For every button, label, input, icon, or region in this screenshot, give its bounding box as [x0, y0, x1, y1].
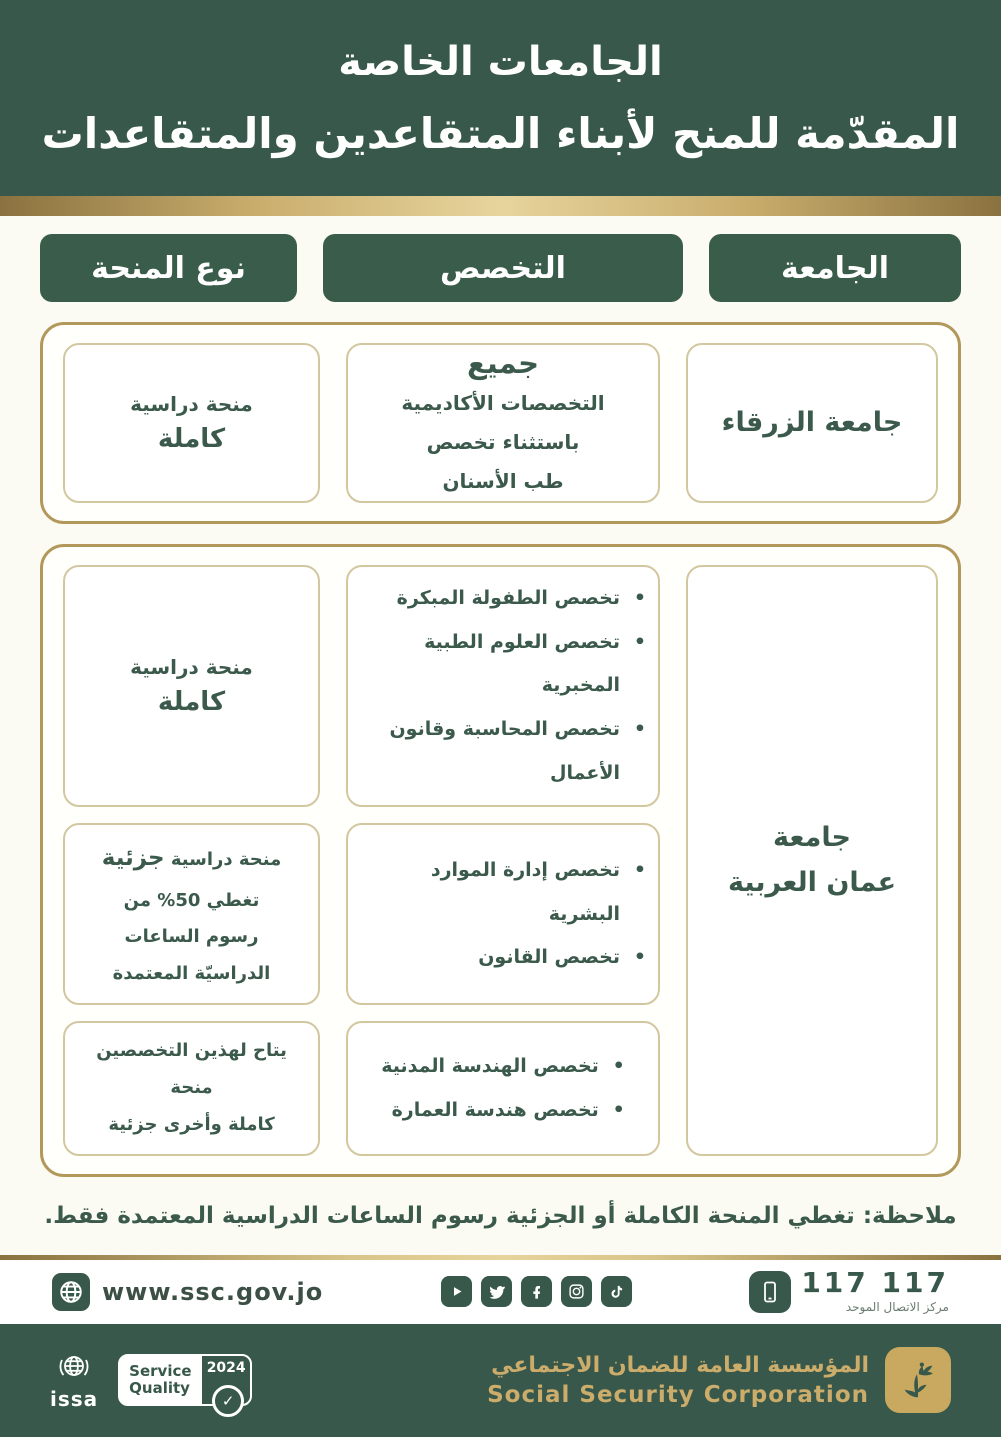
major-item: • تخصص إدارة الموارد البشرية	[360, 849, 646, 936]
major-item: • تخصص القانون	[360, 936, 646, 980]
issa-label: issa	[50, 1387, 99, 1412]
youtube-icon[interactable]	[441, 1276, 472, 1307]
amman-university-cell	[686, 565, 938, 1156]
check-icon: ✓	[212, 1385, 244, 1417]
gold-divider-top	[0, 196, 1001, 216]
zarqa-university-name: جامعة الزرقاء	[721, 407, 903, 439]
twitter-icon[interactable]	[481, 1276, 512, 1307]
org-name-arabic: المؤسسة العامة للضمان الاجتماعي	[491, 1352, 869, 1378]
amman-major-cell-2	[346, 823, 660, 1005]
column-header-grant-type: نوع المنحة	[40, 234, 297, 302]
website-url: www.ssc.gov.jo	[102, 1277, 324, 1306]
zarqa-major-line: طب الأسنان	[442, 468, 564, 493]
ssc-logo	[885, 1347, 951, 1413]
table-header-row	[40, 234, 961, 302]
section-amman	[40, 544, 961, 1177]
amman-grant2-line: تغطي 50% من	[123, 889, 260, 911]
zarqa-grant-cell	[63, 343, 320, 503]
zarqa-grant-line2: كاملة	[157, 424, 226, 454]
zarqa-grant-line1: منحة دراسية	[130, 392, 253, 416]
website-link[interactable]	[52, 1273, 323, 1311]
brand-footer	[0, 1324, 1001, 1437]
amman-grant-cell-3	[63, 1021, 320, 1156]
amman-major-cell-1	[346, 565, 660, 807]
service-quality-year: 2024	[206, 1360, 246, 1377]
amman-grant2-headline: منحة دراسية جزئية	[101, 845, 282, 872]
social-icons	[441, 1276, 632, 1307]
amman-grant2-line: الدراسيّة المعتمدة	[112, 963, 271, 985]
major-item: • تخصص المحاسبة وقانون الأعمال	[360, 708, 646, 795]
call-center[interactable]	[749, 1266, 949, 1315]
tiktok-icon[interactable]	[601, 1276, 632, 1307]
contact-strip	[0, 1260, 1001, 1324]
zarqa-major-line: باستثناء تخصص	[426, 429, 580, 454]
phone-icon	[749, 1271, 791, 1313]
amman-grant3-line: يتاح لهذين التخصصين	[96, 1040, 287, 1062]
amman-grant1-line2: كاملة	[157, 687, 226, 718]
zarqa-university-cell	[686, 343, 938, 503]
phone-number: 117 117	[801, 1266, 949, 1300]
amman-grant3-line: كاملة وأخرى جزئية	[108, 1114, 275, 1136]
globe-icon	[52, 1273, 90, 1311]
amman-university-name-line1: جامعة	[773, 821, 851, 853]
column-header-major: التخصص	[323, 234, 683, 302]
phone-caption: مركز الاتصال الموحد	[845, 1300, 949, 1315]
amman-university-name-line2: عمان العربية	[727, 867, 897, 899]
footnote: ملاحظة: تغطي المنحة الكاملة أو الجزئية رسوم الساعات الدراسية المعتمدة فقط.	[44, 1202, 957, 1229]
amman-grant2-line: رسوم الساعات	[124, 926, 259, 948]
major-item: • تخصص العلوم الطبية المخبرية	[360, 621, 646, 708]
instagram-icon[interactable]	[561, 1276, 592, 1307]
title-line1: الجامعات الخاصة	[338, 38, 663, 85]
major-item: • تخصص الهندسة المدنية	[381, 1045, 625, 1089]
amman-grant3-line: منحة	[170, 1077, 213, 1099]
major-item: • تخصص الطفولة المبكرة	[360, 577, 646, 621]
zarqa-major-cell	[346, 343, 660, 503]
amman-major-cell-3	[346, 1021, 660, 1156]
column-header-university: الجامعة	[709, 234, 961, 302]
amman-grant-cell-2	[63, 823, 320, 1005]
major-item: • تخصص هندسة العمارة	[381, 1089, 625, 1133]
org-name-english: Social Security Corporation	[487, 1381, 869, 1408]
issa-logo	[50, 1351, 99, 1412]
amman-grant1-line1: منحة دراسية	[130, 655, 253, 680]
facebook-icon[interactable]	[521, 1276, 552, 1307]
service-quality-badge	[118, 1354, 252, 1411]
zarqa-major-heading: جميع	[467, 345, 539, 380]
amman-grant-cell-1	[63, 565, 320, 807]
poster-header	[0, 0, 1001, 196]
title-line2: المقدّمة للمنح لأبناء المتقاعدين والمتقاعدات	[41, 108, 960, 158]
zarqa-major-line: التخصصات الأكاديمية	[401, 390, 605, 415]
service-quality-line1: Service	[129, 1362, 192, 1381]
service-quality-line2: Quality	[129, 1379, 190, 1398]
section-zarqa	[40, 322, 961, 524]
